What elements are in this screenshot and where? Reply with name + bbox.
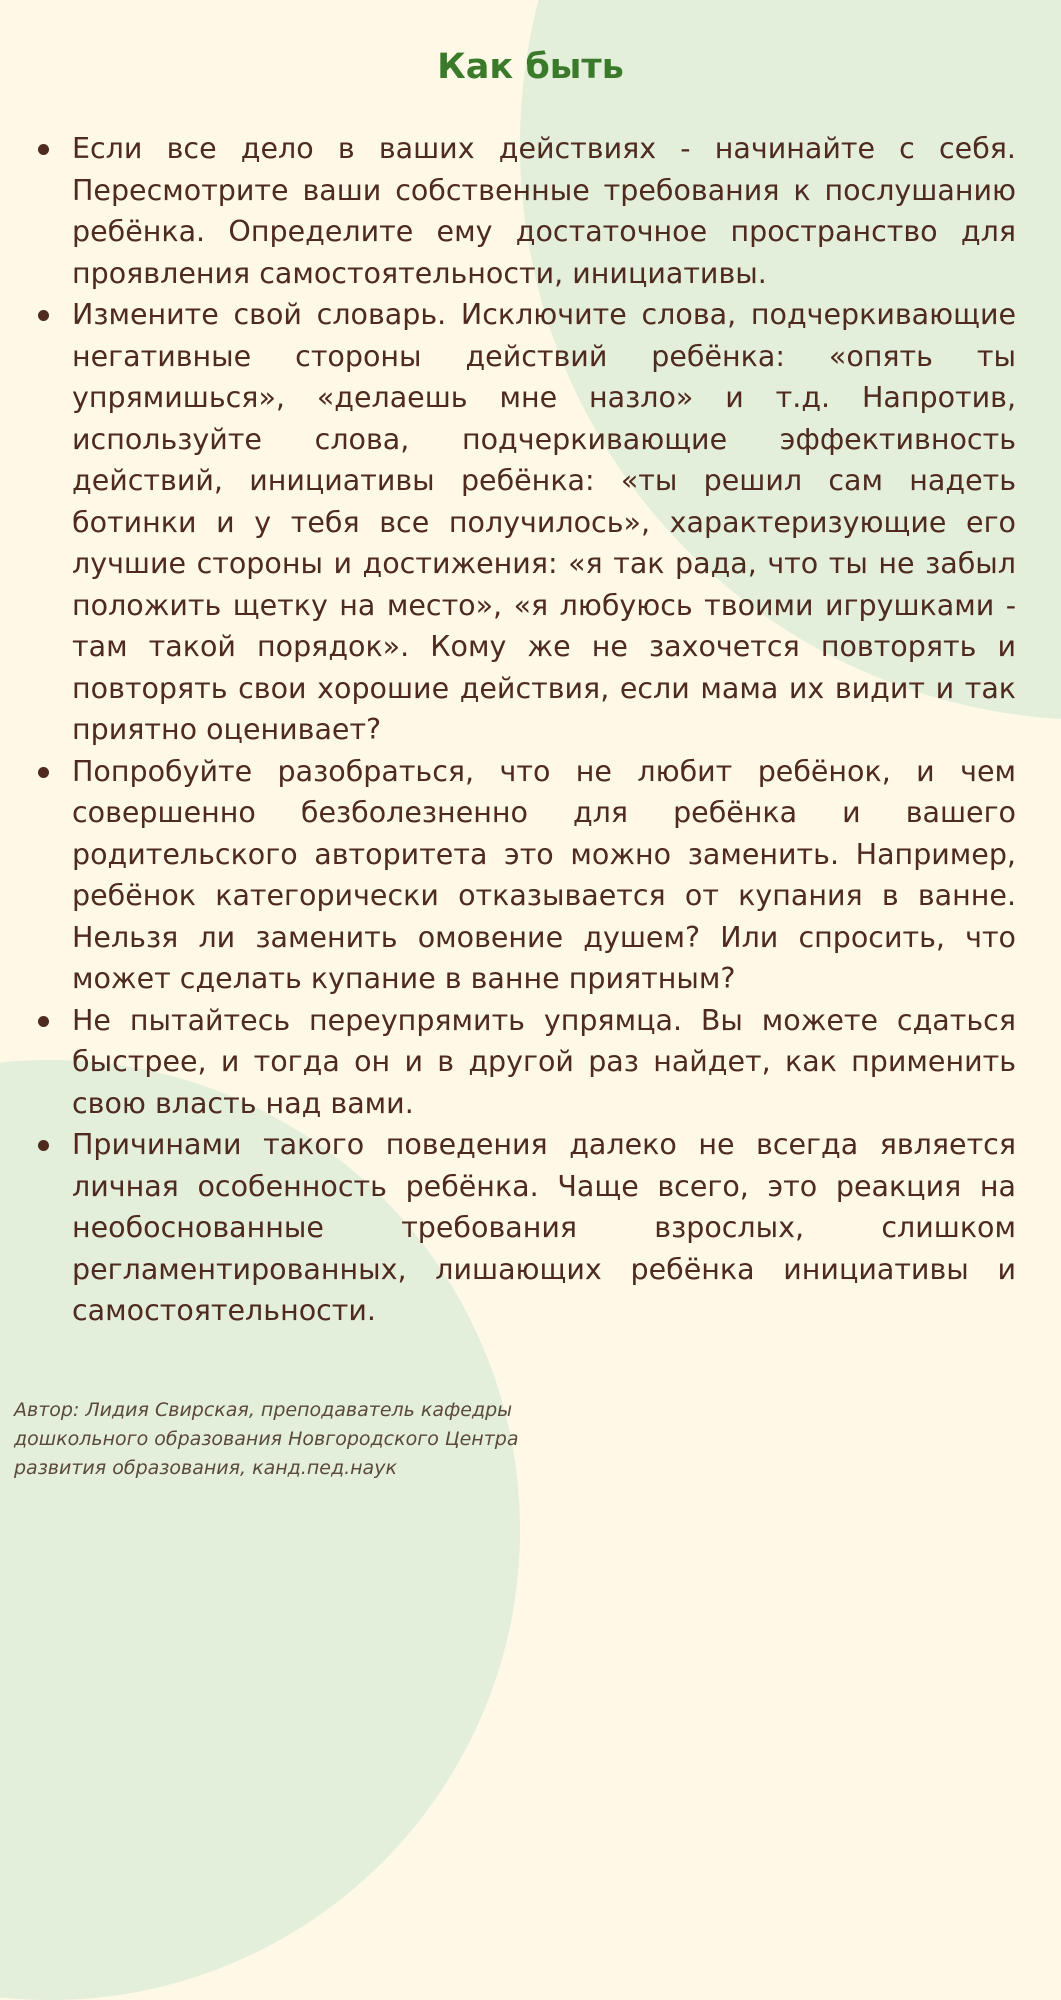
tip-text: Не пытайтесь переупрямить упрямца. Вы можете сдаться быстрее, и тогда он и в другой раз найдет, как применить свою власть над вами. [72, 1003, 1016, 1120]
bullet-icon [38, 310, 49, 321]
tips-list [32, 128, 1016, 1332]
tip-text: Измените свой словарь. Исключите слова, подчеркивающие негативные стороны действий ребёнка: «опять ты упрямишься», «делаешь мне назло» и т.д. Напротив, используйте слова, подчеркивающие эффективность действий, инициативы ребёнка: «ты решил сам надеть ботинки и у тебя все получилось», характеризующие его лучшие стороны и достижения: «я так рада, что ты не забыл положить щетку на место», «я любуюсь твоими игрушками - там такой порядок». Кому же не захочется повторять и повторять свои хорошие действия, если мама их видит и так приятно оценивает? [72, 298, 1016, 746]
bullet-icon [38, 1140, 49, 1151]
list-item [32, 1124, 1016, 1332]
list-item [32, 294, 1016, 751]
tip-text: Если все дело в ваших действиях - начинайте с себя. Пересмотрите ваши собственные требования к послушанию ребёнка. Определите ему достаточное пространство для проявления самостоятельности, инициативы. [72, 132, 1016, 290]
list-item [32, 128, 1016, 294]
page-title: Как быть [437, 47, 624, 87]
tip-text: Попробуйте разобраться, что не любит ребёнок, и чем совершенно безболезненно для ребёнка и вашего родительского авторитета это можно заменить. Например, ребёнок категорически отказывается от купания в ванне. Нельзя ли заменить омовение душем? Или спросить, что может сделать купание в ванне приятным? [72, 754, 1016, 995]
list-item [32, 1000, 1016, 1125]
bullet-icon [38, 767, 49, 778]
tip-text: Причинами такого поведения далеко не всегда является личная особенность ребёнка. Чаще всего, это реакция на необоснованные требования взрослых, слишком регламентированных, лишающих ребёнка инициативы и самостоятельности. [72, 1128, 1016, 1327]
bullet-icon [38, 144, 49, 155]
list-item [32, 751, 1016, 1000]
author-credit: Автор: Лидия Свирская, преподаватель кафедры дошкольного образования Новгородского Центра развития образования, канд.пед.наук [14, 1399, 519, 1479]
bullet-icon [38, 1016, 49, 1027]
